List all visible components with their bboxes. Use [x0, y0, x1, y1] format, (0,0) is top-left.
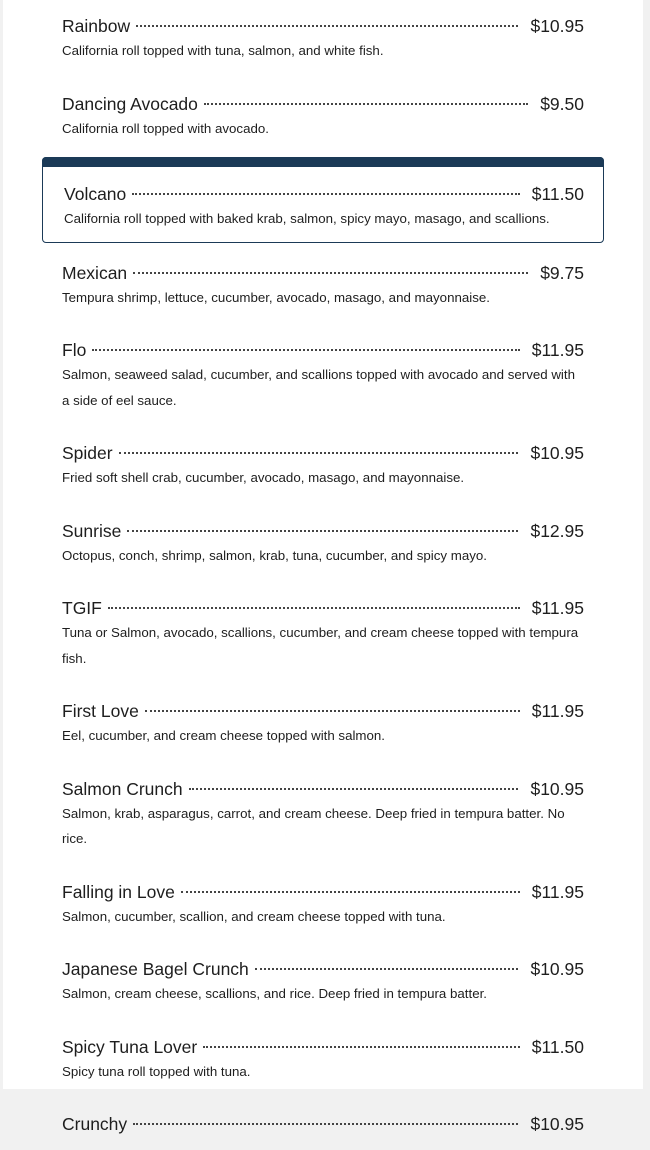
menu-item-tgif[interactable]: [62, 582, 584, 685]
menu-item-japanese-bagel-crunch[interactable]: [62, 943, 584, 1021]
dot-leader: [119, 452, 519, 454]
menu-item-price: $10.95: [530, 443, 584, 463]
menu-item-description: Salmon, seaweed salad, cucumber, and scallions topped with avocado and served with a side of eel sauce.: [62, 367, 575, 408]
menu-list: [62, 0, 584, 1150]
menu-item-rainbow[interactable]: [62, 0, 584, 78]
dot-leader: [203, 1046, 520, 1048]
menu-item-name: Spicy Tuna Lover: [62, 1036, 198, 1057]
menu-item-name: Volcano: [64, 184, 127, 204]
menu-item-price: $10.95: [530, 959, 584, 979]
menu-item-price: $11.95: [531, 881, 584, 902]
menu-item-flo[interactable]: [62, 324, 584, 427]
menu-item-description: Salmon, cream cheese, scallions, and rice. Deep fried in tempura batter.: [62, 986, 487, 1001]
menu-item-dancing-avocado[interactable]: [62, 78, 584, 156]
menu-item-price: $12.95: [530, 520, 584, 541]
menu-page: [3, 0, 643, 1134]
menu-item-name: Crunchy: [62, 1114, 128, 1134]
menu-item-crunchy[interactable]: [62, 1098, 584, 1150]
dot-leader: [133, 272, 528, 274]
menu-item-description: Salmon, krab, asparagus, carrot, and cream cheese. Deep fried in tempura batter. No rice.: [62, 805, 565, 846]
menu-item-price: $11.50: [531, 1036, 584, 1057]
menu-item-price: $11.95: [531, 340, 584, 360]
dot-leader: [189, 788, 519, 790]
dot-leader: [132, 193, 519, 195]
menu-item-name: Japanese Bagel Crunch: [62, 959, 249, 979]
menu-item-name: Mexican: [62, 262, 128, 283]
dot-leader: [92, 349, 519, 351]
dot-leader: [127, 530, 518, 532]
menu-item-price: $10.95: [530, 1114, 584, 1134]
menu-item-description: Octopus, conch, shrimp, salmon, krab, tuna, cucumber, and spicy mayo.: [62, 547, 487, 563]
menu-item-spider[interactable]: [62, 427, 584, 505]
menu-item-first-love[interactable]: [62, 685, 584, 763]
menu-item-description: California roll topped with tuna, salmon, and white fish.: [62, 43, 384, 58]
menu-item-name: Dancing Avocado: [62, 93, 198, 114]
menu-item-price: $11.50: [531, 184, 584, 204]
menu-item-name: First Love: [62, 701, 139, 721]
dot-leader: [255, 968, 519, 970]
menu-item-name: TGIF: [62, 598, 102, 618]
menu-item-description: Fried soft shell crab, cucumber, avocado, masago, and mayonnaise.: [62, 470, 465, 485]
menu-item-volcano-featured[interactable]: [42, 157, 604, 243]
menu-item-name: Spider: [62, 443, 113, 463]
menu-item-sunrise[interactable]: [62, 505, 584, 583]
menu-item-name: Salmon Crunch: [62, 778, 183, 799]
dot-leader: [204, 103, 528, 105]
menu-item-price: $11.95: [531, 598, 584, 618]
menu-item-spicy-tuna-lover[interactable]: [62, 1021, 584, 1099]
dot-leader: [145, 710, 520, 712]
menu-item-price: $10.95: [530, 16, 584, 36]
menu-item-description: Tuna or Salmon, avocado, scallions, cucumber, and cream cheese topped with tempura fish.: [62, 625, 579, 666]
menu-item-name: Flo: [62, 340, 87, 360]
dot-leader: [133, 1123, 518, 1125]
menu-item-description: Salmon, cucumber, scallion, and cream cheese topped with tuna.: [62, 908, 446, 924]
menu-item-name: Rainbow: [62, 16, 131, 36]
menu-item-price: $9.75: [540, 262, 584, 283]
dot-leader: [108, 607, 520, 609]
menu-item-name: Falling in Love: [62, 881, 175, 902]
menu-item-name: Sunrise: [62, 520, 122, 541]
dot-leader: [181, 891, 520, 893]
menu-item-price: $11.95: [531, 701, 584, 721]
menu-item-salmon-crunch[interactable]: [62, 763, 584, 866]
menu-item-description: Spicy tuna roll topped with tuna.: [62, 1063, 251, 1079]
menu-item-description: Tempura shrimp, lettuce, cucumber, avocado, masago, and mayonnaise.: [62, 289, 490, 305]
menu-item-price: $10.95: [530, 778, 584, 799]
menu-item-price: $9.50: [540, 93, 584, 114]
menu-item-mexican[interactable]: [62, 247, 584, 325]
menu-item-description: California roll topped with avocado.: [62, 120, 269, 136]
dot-leader: [136, 25, 518, 27]
menu-item-description: Eel, cucumber, and cream cheese topped with salmon.: [62, 728, 385, 743]
menu-item-description: California roll topped with baked krab, salmon, spicy mayo, masago, and scallions.: [64, 211, 550, 226]
menu-item-falling-in-love[interactable]: [62, 866, 584, 944]
